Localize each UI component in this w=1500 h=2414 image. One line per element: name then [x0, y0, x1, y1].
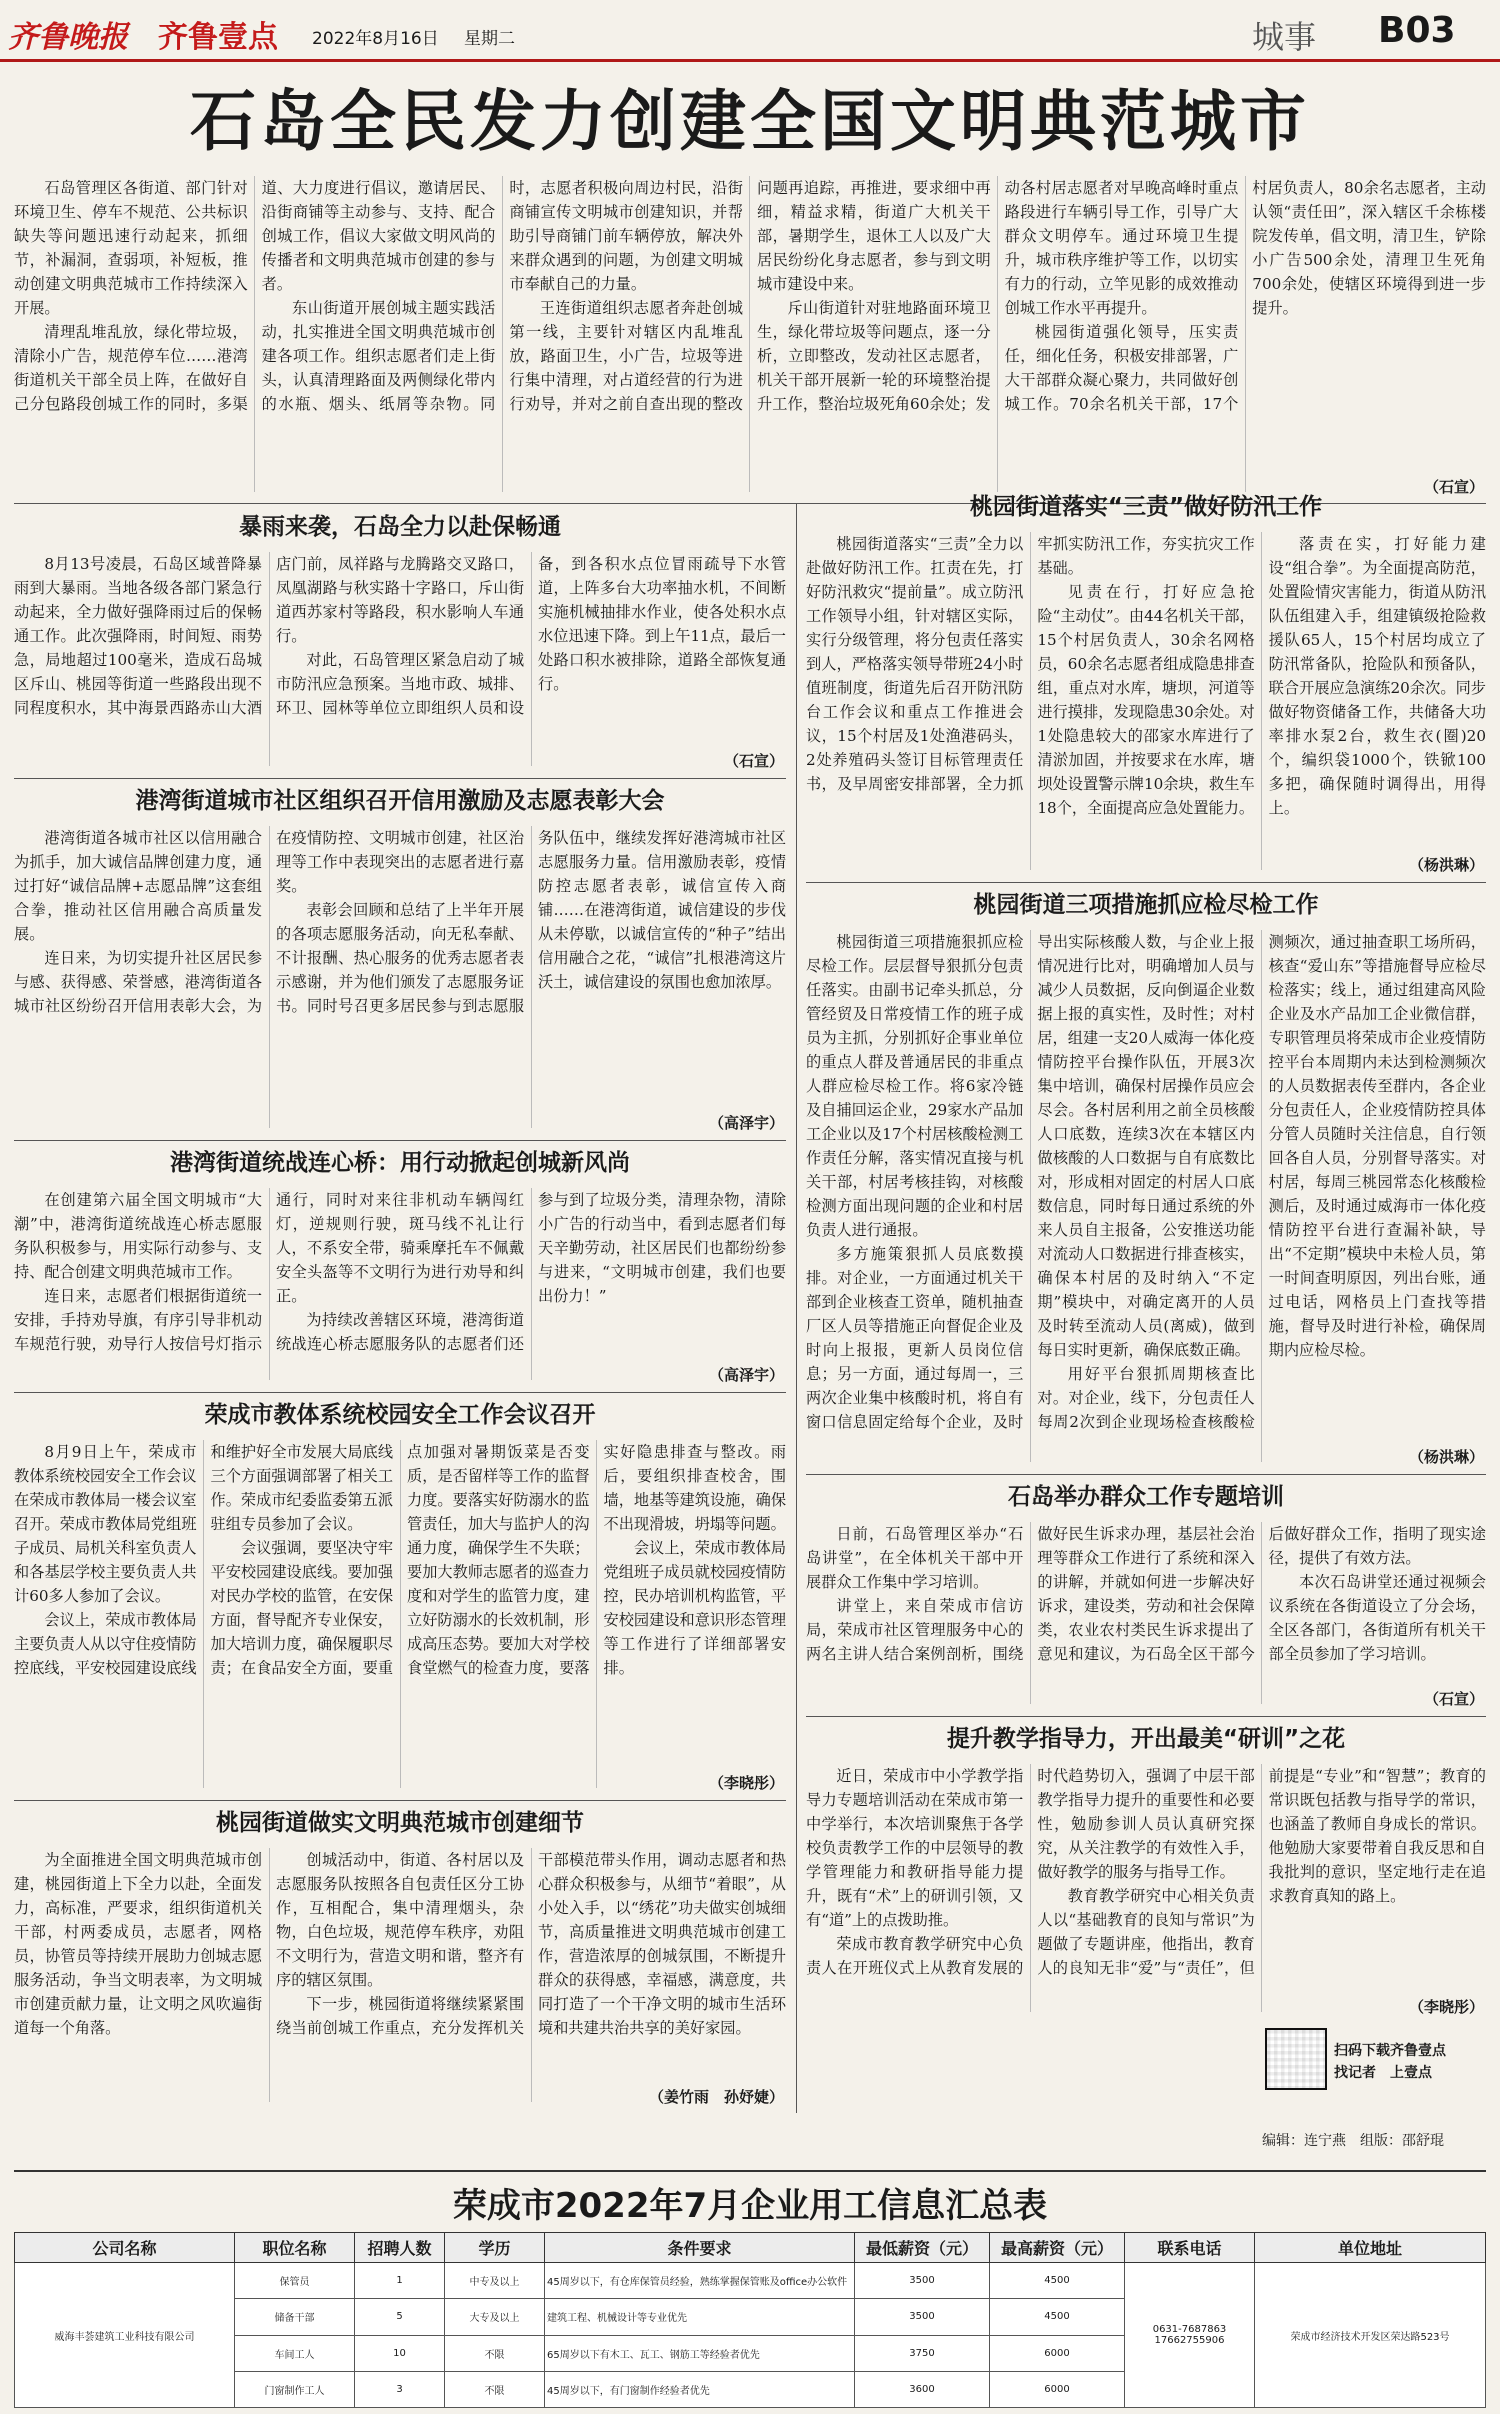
newspaper-logo: 齐鲁晚报 [8, 20, 128, 55]
column-header: 最低薪资（元） [855, 2233, 990, 2263]
editor-credits: 编辑：连宁燕 组版：邵舒琨 [1262, 2133, 1444, 2149]
byline: （杨洪琳） [1405, 854, 1484, 876]
max-salary-cell: 4500 [990, 2299, 1125, 2335]
campus-safety-article [14, 1398, 786, 1794]
rain-article [14, 510, 786, 772]
byline: （石宣） [1420, 476, 1484, 498]
flood-control-article [806, 490, 1486, 876]
qr-caption: 扫码下载齐鲁壹点 [1334, 2043, 1446, 2059]
education-cell: 不限 [445, 2371, 545, 2407]
paragraph: 本次石岛讲堂还通过视频会议系统在各街道设立了分会场，全区各部门，各街道所有机关干部全员参加了学习培训。 [1268, 1573, 1486, 1663]
testing-article [806, 888, 1486, 1468]
table-header-row [15, 2233, 1486, 2263]
taoyuan-details-article [14, 1806, 786, 2108]
teaching-article [806, 1722, 1486, 2018]
article-body [14, 552, 786, 766]
paragraph: 日前，石岛管理区举办“石岛讲堂”，在全体机关干部中开展群众工作集中学习培训。 [806, 1525, 1024, 1591]
position-cell: 车间工人 [235, 2335, 355, 2371]
paragraph: 桃园街道三项措施狠抓应检尽检工作。层层督导狠抓分包责任落实。由副书记牵头抓总，分管经贸及日常疫情工作的班子成员为主抓，分别抓好企事业单位的重点人群及普通居民的非重点人群应检尽检工作。将6家冷链及自捕回运企业，29家水产品加工企业以及17个村居核酸检测工作责任分解，落实情况直接与机关干部，村居考核挂钩，对核酸检测方面出现问题的企业和村居负责人进行通报。 [806, 933, 1024, 1239]
paragraph: 桃园街道强化领导，压实责任，细化任务，积极安排部署，广大干部群众凝心聚力，共同做好创城工作。70余名机关干部，17个村居负责人，80余名志愿者，主动认领“责任田”，深入辖区千余栋楼院发传单，倡文明，清卫生，铲除小广告500余处，清理卫生死角700余处，使辖区环境得到进一步提升。 [1004, 179, 1486, 413]
byline: （石宣） [1420, 1688, 1484, 1710]
min-salary-cell: 3500 [855, 2263, 990, 2299]
column-header: 条件要求 [545, 2233, 855, 2263]
paragraph: 为持续改善辖区环境，港湾街道统战连心桥志愿服务队的志愿者们还参与到了垃圾分类，清理杂物，清除小广告的行动当中，看到志愿者们每天辛勤劳动，社区居民们也都纷纷参与进来，“文明城市创建，我们也要出份力！” [276, 1191, 786, 1353]
byline: （杨洪琳） [1405, 1446, 1484, 1468]
paragraph: 8月9日上午，荣成市教体系统校园安全工作会议在荣成市教体局一楼会议室召开。荣成市教体局党组班子成员、局机关科室负责人和各基层学校主要负责人共计60多人参加了会议。 [14, 1443, 197, 1605]
education-cell: 中专及以上 [445, 2263, 545, 2299]
paragraph: 清理乱堆乱放，绿化带垃圾，清除小广告，规范停车位……港湾街道机关干部全员上阵，在做好自己分包路段创城工作的同时，多渠道、大力度进行倡议，邀请居民、沿街商铺等主动参与、支持、配合创城工作，倡议大家做文明风尚的传播者和文明典范城市创建的参与者。 [14, 179, 496, 413]
address-cell: 荣成市经济技术开发区荣达路523号 [1255, 2263, 1486, 2408]
max-salary-cell: 6000 [990, 2335, 1125, 2371]
article-body [14, 826, 786, 1128]
phone-cell: 0631-7687863 17662755906 [1125, 2263, 1255, 2408]
masthead [0, 0, 1500, 62]
article-title: 提升教学指导力，开出最美“研训”之花 [946, 1726, 1346, 1752]
position-cell: 储备干部 [235, 2299, 355, 2335]
paragraph: 落责在实，打好能力建设“组合拳”。为全面提高防范，处置险情灾害能力，街道从防汛队伍组建入手，组建镇级抢险救援队65人，15个村居均成立了防汛常备队，抢险队和预备队，联合开展应急演练20余次。同步做好物资储备工作，共储备大功率排水泵2台，救生衣(圈)20个，编织袋1000个，铁锨100多把，确保随时调得出，用得上。 [1268, 535, 1486, 817]
issue-date: 2022年8月16日 [312, 29, 439, 49]
column-header: 公司名称 [15, 2233, 235, 2263]
table-row [15, 2263, 1486, 2299]
paragraph: 连日来，志愿者们根据街道统一安排，手持劝导旗，有序引导非机动车规范行驶，劝导行人按信号灯指示通行，同时对来往非机动车辆闯红灯，逆规则行驶，斑马线不礼让行人，不系安全带，骑乘摩托车不佩戴安全头盔等不文明行为进行劝导和纠正。 [14, 1191, 524, 1353]
paragraph: 用好平台狠抓周期核查比对。对企业，线下，分包责任人每周2次到企业现场检查核酸检测频次，通过抽查职工场所码，核查“爱山东”等措施督导应检尽检落实；线上，通过组建高风险企业及水产品加工企业微信群，专职管理员将荣成市企业疫情防控平台本周期内未达到检测频次的人员数据表传至群内，各企业分包责任人，企业疫情防控具体分管人员随时关注信息，自行领回各自人员，分别督导落实。对村居，每周三桃园常态化核酸检测后，及时通过威海市一体化疫情防控平台进行查漏补缺，导出“不定期”模块中未检人员，第一时间查明原因，列出台账，通过电话，网格员上门查找等措施，督导及时进行补检，确保周期内应检尽检。 [1037, 933, 1486, 1431]
paragraph: 8月13号凌晨，石岛区域普降暴雨到大暴雨。当地各级各部门紧急行动起来，全力做好强降雨过后的保畅通工作。此次强降雨，时间短、雨势急，局地超过100毫米，造成石岛城区斥山、桃园等街道一些路段出现不同程度积水，其中海景西路赤山大酒店门前，凤祥路与龙腾路交叉路口，凤凰湖路与秋实路十字路口，斥山街道西苏家村等路段，积水影响人车通行。 [14, 555, 524, 717]
divider [14, 2170, 1486, 2172]
divider [14, 778, 786, 779]
divider [806, 1474, 1486, 1475]
paragraph: 荣成市教育教学研究中心负责人在开班仪式上从教育发展的时代趋势切入，强调了中层干部教学指导力提升的重要性和必要性，勉励参训人员认真研究探究，从关注教学的有效性入手，做好教学的服务与指导工作。 [806, 1767, 1255, 1977]
article-body [806, 1522, 1486, 1704]
requirement-cell: 45周岁以下，有仓库保管员经验，熟练掌握保管账及office办公软件 [545, 2263, 855, 2299]
paragraph: 为全面推进全国文明典范城市创建，桃园街道上下全力以赴，全面发力，高标准，严要求，组织街道机关干部，村两委成员，志愿者，网格员，协管员等持续开展助力创城志愿服务活动，争当文明表率，为文明城市创建贡献力量，让文明之风吹遍街道每一个角落。 [14, 1851, 262, 2037]
count-cell: 1 [355, 2263, 445, 2299]
count-cell: 3 [355, 2371, 445, 2407]
article-body [806, 1764, 1486, 2012]
section-name: 城事 [1252, 18, 1317, 56]
position-cell: 门窗制作工人 [235, 2371, 355, 2407]
article-title: 港湾街道统战连心桥：用行动掀起创城新风尚 [170, 1150, 630, 1176]
qr-caption-sub: 找记者 上壹点 [1334, 2065, 1432, 2081]
column-header: 联系电话 [1125, 2233, 1255, 2263]
article-body [806, 532, 1486, 870]
column-header: 职位名称 [235, 2233, 355, 2263]
paragraph: 讲堂上，来自荣成市信访局，荣成市社区管理服务中心的两名主讲人结合案例剖析，围绕做好民生诉求办理，基层社会治理等群众工作进行了系统和深入的讲解，并就如何进一步解决好诉求，建设类，劳动和社会保障类，农业农村类民生诉求提出了意见和建议，为石岛全区干部今后做好群众工作，指明了现实途径，提供了有效方法。 [806, 1525, 1486, 1663]
requirement-cell: 45周岁以下，有门窗制作经验者优先 [545, 2371, 855, 2407]
byline: （李晓彤） [705, 1772, 784, 1794]
jobs-table-title: 荣成市2022年7月企业用工信息汇总表 [452, 2186, 1048, 2226]
credit-article [14, 784, 786, 1134]
position-cell: 保管员 [235, 2263, 355, 2299]
requirement-cell: 建筑工程、机械设计等专业优先 [545, 2299, 855, 2335]
article-title: 荣成市教体系统校园安全工作会议召开 [204, 1402, 596, 1428]
paragraph: 会议上，荣成市教体局党组班子成员就校园疫情防控，民办培训机构监管，平安校园建设和意识形态管理等工作进行了详细部署安排。 [603, 1539, 786, 1677]
lead-article-body [14, 176, 1486, 492]
paragraph: 石岛管理区各街道、部门针对环境卫生、停车不规范、公共标识缺失等问题迅速行动起来，抓细节，补漏洞，查弱项，补短板，推动创建文明典范城市工作持续深入开展。 [14, 179, 248, 317]
paragraph: 东山街道开展创城主题实践活动，扎实推进全国文明典范城市创建各项工作。组织志愿者们走上街头，认真清理路面及两侧绿化带内的水瓶、烟头、纸屑等杂物。同时，志愿者积极向周边村民，沿街商铺宣传文明城市创建知识，并帮助引导商铺门前车辆停放，解决外来群众遇到的问题，为创建文明城市奉献自己的力量。 [261, 179, 743, 413]
article-title: 石岛举办群众工作专题培训 [1008, 1484, 1284, 1510]
page-headline: 石岛全民发力创建全国文明典范城市 [190, 82, 1310, 160]
min-salary-cell: 3500 [855, 2299, 990, 2335]
divider [806, 882, 1486, 883]
column-header: 单位地址 [1255, 2233, 1486, 2263]
byline: （高泽宇） [705, 1364, 784, 1386]
divider [14, 1140, 786, 1141]
united-front-article [14, 1146, 786, 1386]
article-title: 港湾街道城市社区组织召开信用激励及志愿表彰大会 [135, 788, 665, 814]
paragraph: 下一步，桃园街道将继续紧紧围绕当前创城工作重点，充分发挥机关干部模范带头作用，调动志愿者和热心群众积极参与，从细节“着眼”，从小处入手，以“绣花”功夫做实创城细节，高质量推进文明典范城市创建工作，营造浓厚的创城氛围，不断提升群众的获得感，幸福感，满意度，共同打造了一个干净文明的城市生活环境和共建共治共享的美好家园。 [276, 1851, 786, 2037]
paragraph: 多方施策狠抓人员底数摸排。对企业，一方面通过机关干部到企业核查工资单，随机抽查厂区人员等措施正向督促企业及时向上报报，更新人员岗位信息；另一方面，通过每周一，三两次企业集中核酸时机，将自有窗口信息固定给每个企业，及时导出实际核酸人数，与企业上报情况进行比对，明确增加人员与减少人员数据，反向倒逼企业数据上报的真实性，及时性；对村居，组建一支20人威海一体化疫情防控平台操作队伍，开展3次集中培训，确保村居操作员应会尽会。各村居利用之前全员核酸人口底数，连续3次在本辖区内做核酸的人口数据与自有底数比对，形成相对固定的村居人口底数信息，同时每日通过系统的外来人员自主报备，公安推送功能对流动人口数据进行排查核实，确保本村居的及时纳入“不定期”模块中，对确定离开的人员及时转至流动人员(离威)，做到每日实时更新，确保底数正确。 [806, 933, 1255, 1431]
divider [14, 1800, 786, 1801]
paragraph: 王连街道组织志愿者奔赴创城第一线，主要针对辖区内乱堆乱放，路面卫生，小广告，垃圾等进行集中清理，对占道经营的行为进行劝导，并对之前自查出现的整改问题再追踪，再推进，要求细中再细，精益求精，街道广大机关干部，暑期学生，退休工人以及广大居民纷纷化身志愿者，参与到文明城市建设中来。 [509, 179, 991, 413]
training-article [806, 1480, 1486, 1710]
column-divider [796, 503, 797, 2113]
byline: （石宣） [720, 750, 784, 772]
article-body [14, 1188, 786, 1380]
company-cell: 威海丰荟建筑工业科技有限公司 [15, 2263, 235, 2408]
article-body [14, 1440, 786, 1788]
divider [806, 1716, 1486, 1717]
education-cell: 大专及以上 [445, 2299, 545, 2335]
divider [14, 1392, 786, 1393]
min-salary-cell: 3600 [855, 2371, 990, 2407]
byline: （姜竹雨 孙妤婕） [645, 2086, 784, 2108]
paragraph: 桃园街道落实“三责”全力以赴做好防汛工作。扛责在先，打好防汛救灾“提前量”。成立防汛工作领导小组，针对辖区实际，实行分级管理，将分包责任落实到人，严格落实领导带班24小时值班制度，街道先后召开防汛防台工作会议和重点工作推进会议，15个村居及1处渔港码头，2处养殖码头签订目标管理责任书，及早周密安排部署，全力抓牢抓实防汛工作，夯实抗灾工作基础。 [806, 535, 1255, 793]
paragraph: 在创建第六届全国文明城市“大潮”中，港湾街道统战连心桥志愿服务队积极参与，用实际行动参与、支持、配合创建文明典范城市工作。 [14, 1191, 262, 1281]
paragraph: 对此，石岛管理区紧急启动了城市防汛应急预案。当地市政、城排、环卫、园林等单位立即组织人员和设备，到各积水点位冒雨疏导下水管道，上阵多台大功率抽水机，不间断实施机械抽排水作业，使各处积水点水位迅速下降。到上午11点，最后一处路口积水被排除，道路全部恢复通行。 [276, 555, 786, 717]
column-header: 最高薪资（元） [990, 2233, 1125, 2263]
article-title: 桃园街道三项措施抓应检尽检工作 [973, 892, 1319, 918]
column-header: 招聘人数 [355, 2233, 445, 2263]
max-salary-cell: 6000 [990, 2371, 1125, 2407]
article-body [14, 1848, 786, 2102]
paragraph: 港湾街道各城市社区以信用融合为抓手，加大诚信品牌创建力度，通过打好“诚信品牌+志愿品牌”这套组合拳，推动社区信用融合高质量发展。 [14, 829, 262, 943]
count-cell: 10 [355, 2335, 445, 2371]
paragraph: 连日来，为切实提升社区居民参与感、获得感、荣誉感，港湾街道各城市社区纷纷召开信用表彰大会，为在疫情防控、文明城市创建，社区治理等工作中表现突出的志愿者进行嘉奖。 [14, 829, 524, 1015]
article-title: 暴雨来袭，石岛全力以赴保畅通 [239, 514, 561, 540]
paragraph: 近日，荣成市中小学教学指导力专题培训活动在荣成市第一中学举行，本次培训聚焦于各学校负责教学工作的中层领导的教学管理能力和教研指导能力提升，既有“术”上的研训引领，又有“道”上的点拨助推。 [806, 1767, 1024, 1929]
paragraph: 创城活动中，街道、各村居以及志愿服务队按照各自包责任区分工协作，互相配合，集中清理烟头，杂物，白色垃圾，规范停车秩序，劝阻不文明行为，营造文明和谐，整齐有序的辖区氛围。 [276, 1851, 524, 1989]
paragraph: 斥山街道针对驻地路面环境卫生，绿化带垃圾等问题点，逐一分析，立即整改，发动社区志愿者，机关干部开展新一轮的环境整治提升工作，整治垃圾死角60余处；发动各村居志愿者对早晚高峰时重点路段进行车辆引导工作，引导广大群众文明停车。通过环境卫生提升，城市秩序维护等工作，以切实有力的行动，立竿见影的成效推动创城工作水平再提升。 [756, 179, 1239, 413]
byline: （李晓彤） [1405, 1996, 1484, 2018]
count-cell: 5 [355, 2299, 445, 2335]
education-cell: 不限 [445, 2335, 545, 2371]
page-number: B03 [1378, 10, 1456, 51]
paragraph: 见责在行，打好应急抢险“主动仗”。由44名机关干部，15个村居负责人，30余名网格员，60余名志愿者组成隐患排查组，重点对水库，塘坝，河道等进行摸排，发现隐患30余处。对1处隐患较大的邵家水库进行了清淤加固，并按要求在水库，塘坝处设置警示牌10余块，救生车18个，全面提高应急处置能力。 [1037, 583, 1255, 817]
paragraph: 教育教学研究中心相关负责人以“基础教育的良知与常识”为题做了专题讲座，他指出，教育人的良知无非“爱”与“责任”，但前提是“专业”和“智慧”；教育的常识既包括教与指导学的常识，也涵盖了教师自身成长的常识。他勉励大家要带着自我反思和自我批判的意识，坚定地行走在追求教育真知的路上。 [1037, 1767, 1486, 1977]
jobs-table [14, 2232, 1486, 2408]
paragraph: 表彰会回顾和总结了上半年开展的各项志愿服务活动，向无私奉献、不计报酬、热心服务的优秀志愿者表示感谢，并为他们颁发了志愿服务证书。同时号召更多居民参与到志愿服务队伍中，继续发挥好港湾城市社区志愿服务力量。信用激励表彰，疫情防控志愿者表彰，诚信宣传入商铺……在港湾街道，诚信建设的步伐从未停歇，以诚信宣传的“种子”结出信用融合之花，“诚信”扎根港湾这片沃土，诚信建设的氛围也愈加浓厚。 [276, 829, 786, 1015]
byline: （高泽宇） [705, 1112, 784, 1134]
app-logo: 齐鲁壹点 [158, 20, 278, 55]
article-body [806, 930, 1486, 1462]
paragraph: 会议上，荣成市教体局主要负责人从以守住疫情防控底线，平安校园建设底线和维护好全市发展大局底线三个方面强调部署了相关工作。荣成市纪委监委第五派驻组专员参加了会议。 [14, 1443, 393, 1677]
article-title: 桃园街道做实文明典范城市创建细节 [216, 1810, 584, 1836]
lead-article [14, 176, 1486, 498]
issue-weekday: 星期二 [464, 29, 515, 49]
max-salary-cell: 4500 [990, 2263, 1125, 2299]
qr-code-icon[interactable] [1265, 2028, 1327, 2090]
paragraph: 会议强调，要坚决守牢平安校园建设底线。要加强对民办学校的监管，在安保方面，督导配齐专业保安，加大培训力度，确保履职尽责；在食品安全方面，要重点加强对暑期饭菜是否变质，是否留样等工作的监督力度。要落实好防溺水的监管责任，加大与监护人的沟通力度，确保学生不失联；要加大教师志愿者的巡查力度和对学生的监管力度，建立好防溺水的长效机制，形成高压态势。要加大对学校食堂燃气的检查力度，要落实好隐患排查与整改。雨后，要组织排查校舍，围墙，地基等建筑设施，确保不出现滑坡，坍塌等问题。 [210, 1443, 786, 1677]
min-salary-cell: 3750 [855, 2335, 990, 2371]
column-header: 学历 [445, 2233, 545, 2263]
article-title: 桃园街道落实“三责”做好防汛工作 [969, 494, 1323, 520]
requirement-cell: 65周岁以下有木工、瓦工、钢筋工等经验者优先 [545, 2335, 855, 2371]
